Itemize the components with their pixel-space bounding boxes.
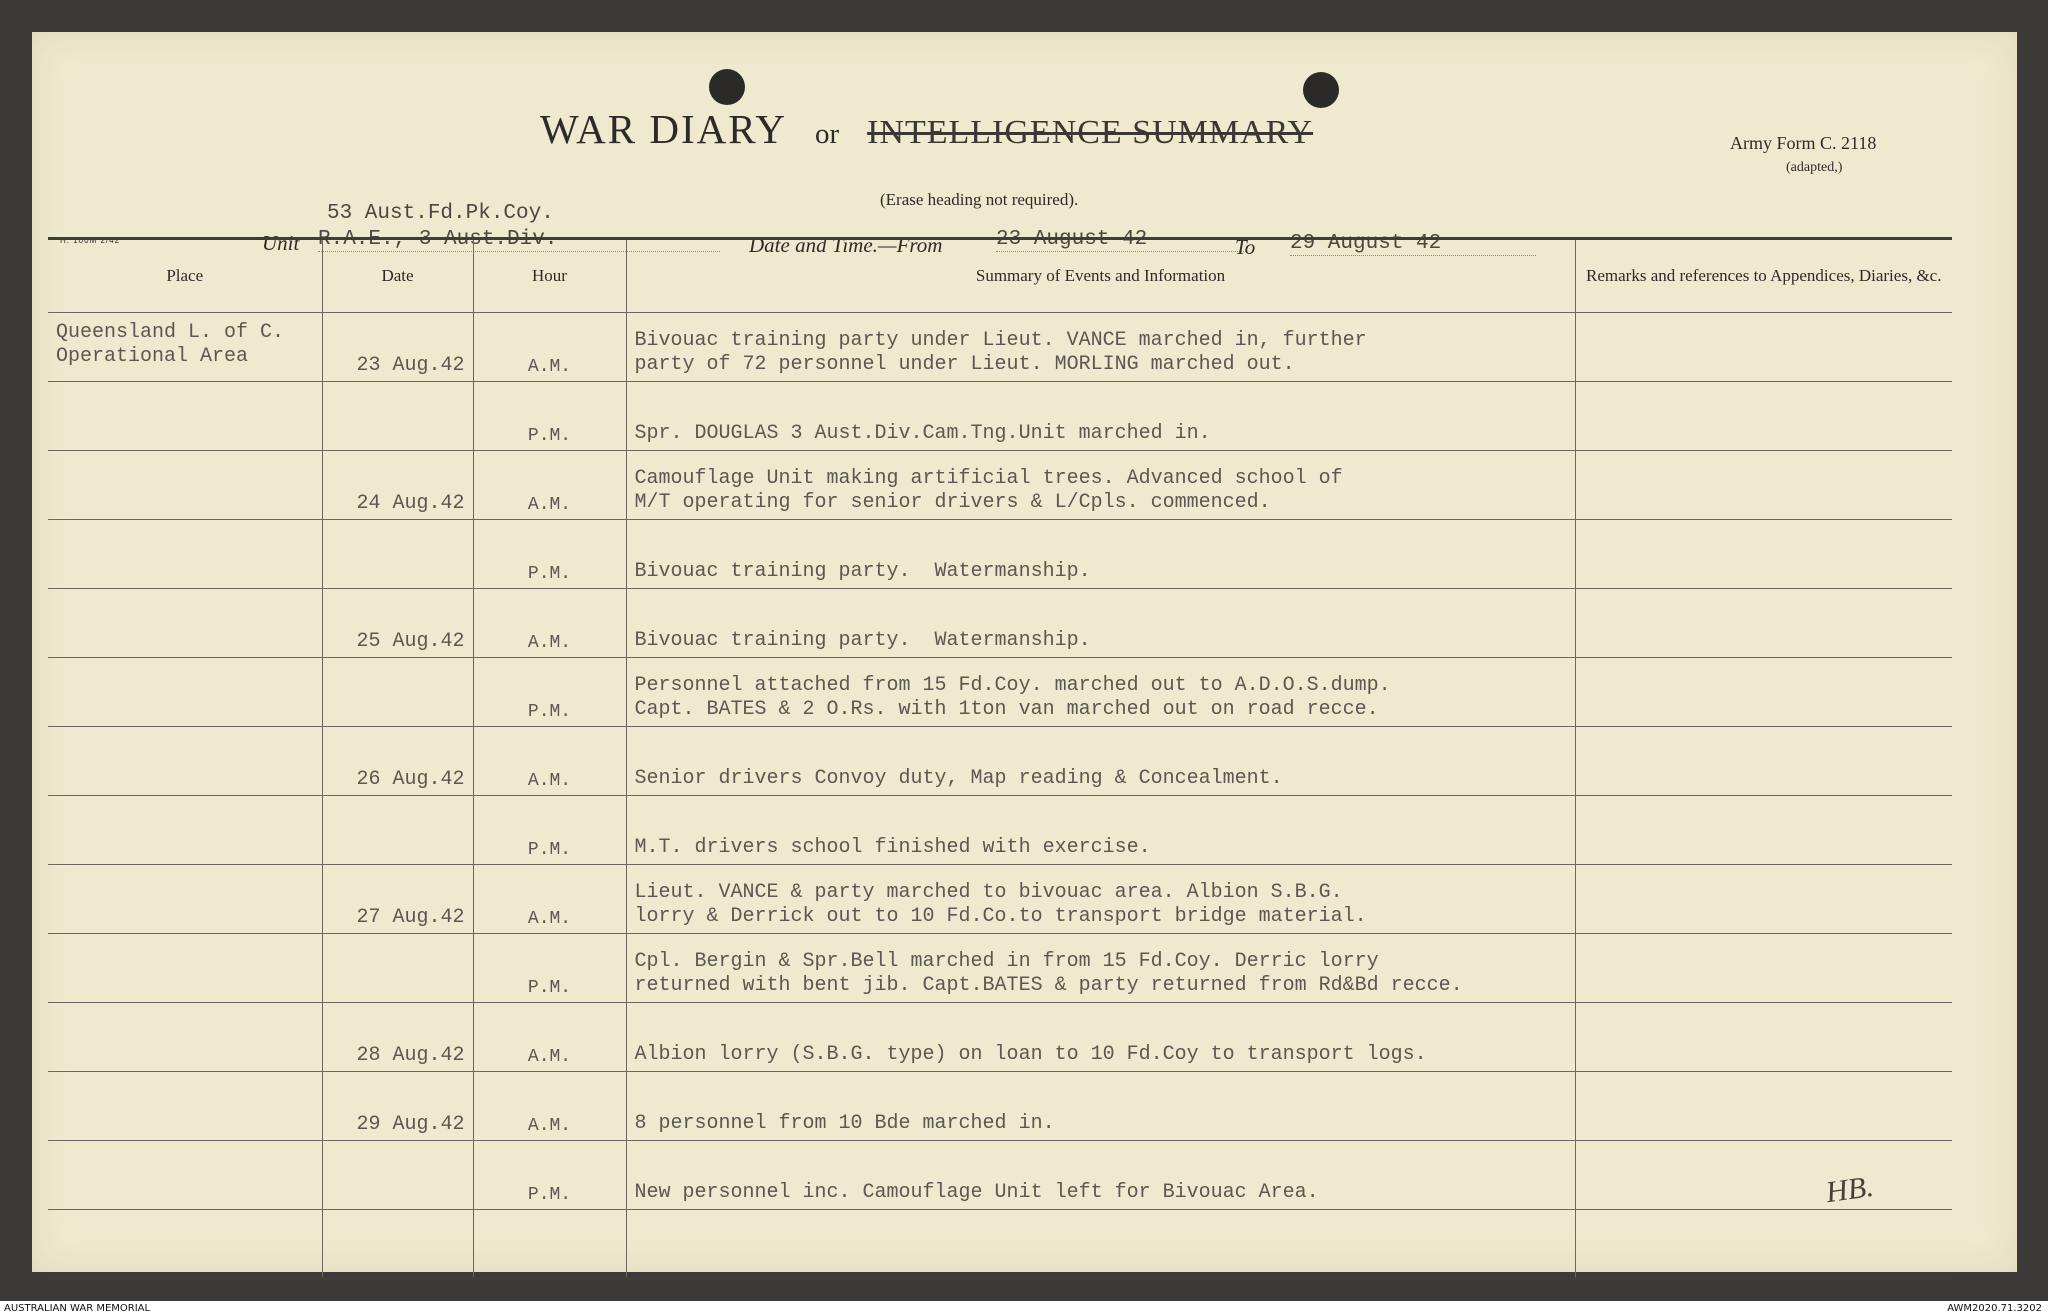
cell-place	[48, 520, 322, 589]
erase-note: (Erase heading not required).	[880, 190, 1079, 209]
cell-summary	[626, 1210, 1575, 1279]
cell-remarks	[1575, 934, 1952, 1003]
cell-date: 25 Aug.42	[322, 589, 473, 658]
cell-summary: Personnel attached from 15 Fd.Coy. marched out to A.D.O.S.dump. Capt. BATES & 2 O.Rs. with 1ton van marched out on road recce.	[626, 658, 1575, 727]
cell-hour: P.M.	[473, 934, 626, 1003]
cell-remarks	[1575, 451, 1952, 520]
cell-date	[322, 934, 473, 1003]
title-war-diary: WAR DIARY	[540, 106, 787, 152]
cell-summary: New personnel inc. Camouflage Unit left for Bivouac Area.	[626, 1141, 1575, 1210]
cell-remarks	[1575, 313, 1952, 382]
cell-summary: Bivouac training party. Watermanship.	[626, 520, 1575, 589]
cell-remarks	[1575, 1141, 1952, 1210]
cell-hour: A.M.	[473, 1072, 626, 1141]
punch-hole-left	[709, 69, 745, 105]
table-row	[48, 1210, 1952, 1279]
cell-summary: Cpl. Bergin & Spr.Bell marched in from 15 Fd.Coy. Derric lorry returned with bent jib. Capt.BATES & party returned from Rd&Bd recce.	[626, 934, 1575, 1003]
table-row	[48, 313, 1952, 382]
cell-hour: A.M.	[473, 727, 626, 796]
form-code: H. 100M 2/42	[60, 236, 121, 245]
cell-summary: M.T. drivers school finished with exercise.	[626, 796, 1575, 865]
cell-date	[322, 1210, 473, 1279]
cell-remarks	[1575, 1072, 1952, 1141]
table-row	[48, 796, 1952, 865]
cell-date: 24 Aug.42	[322, 451, 473, 520]
cell-date	[322, 382, 473, 451]
cell-remarks	[1575, 865, 1952, 934]
title-struck-intelligence-summary: INTELLIGENCE SUMMARY	[867, 114, 1314, 151]
page-title	[540, 105, 1460, 165]
footer-reference: AWM2020.71.3202	[1947, 1303, 2042, 1314]
date-time-label: Date and Time.—From	[749, 233, 943, 257]
cell-date	[322, 1141, 473, 1210]
cell-hour: A.M.	[473, 1003, 626, 1072]
cell-place	[48, 1210, 322, 1279]
table-row	[48, 1141, 1952, 1210]
cell-hour: P.M.	[473, 1141, 626, 1210]
adapted-note: (adapted,)	[1786, 160, 1843, 175]
cell-summary: Camouflage Unit making artificial trees. Advanced school of M/T operating for senior drivers & L/Cpls. commenced.	[626, 451, 1575, 520]
to-label: To	[1235, 235, 1256, 259]
cell-remarks	[1575, 727, 1952, 796]
column-header-place: Place	[166, 266, 204, 285]
cell-hour: P.M.	[473, 382, 626, 451]
cell-date: 27 Aug.42	[322, 865, 473, 934]
to-date: 29 August 42	[1290, 232, 1536, 256]
table-row	[48, 1072, 1952, 1141]
table-row	[48, 451, 1952, 520]
diary-table-body	[48, 313, 1952, 1279]
unit-name-line: 53 Aust.Fd.Pk.Coy.	[327, 202, 554, 225]
table-row	[48, 727, 1952, 796]
cell-remarks	[1575, 520, 1952, 589]
cell-hour: A.M.	[473, 865, 626, 934]
signature-initials: HB.	[1823, 1169, 1876, 1210]
cell-summary: Bivouac training party. Watermanship.	[626, 589, 1575, 658]
cell-summary: Bivouac training party under Lieut. VANCE marched in, further party of 72 personnel under Lieut. MORLING marched out.	[626, 313, 1575, 382]
cell-place	[48, 727, 322, 796]
cell-hour: P.M.	[473, 658, 626, 727]
cell-summary: Albion lorry (S.B.G. type) on loan to 10 Fd.Coy to transport logs.	[626, 1003, 1575, 1072]
cell-date	[322, 520, 473, 589]
table-header-row	[48, 239, 1952, 313]
cell-remarks	[1575, 658, 1952, 727]
cell-hour: A.M.	[473, 589, 626, 658]
table-row	[48, 1003, 1952, 1072]
cell-place	[48, 451, 322, 520]
cell-place	[48, 1072, 322, 1141]
cell-hour: A.M.	[473, 451, 626, 520]
cell-hour	[473, 1210, 626, 1279]
cell-date	[322, 796, 473, 865]
cell-date: 28 Aug.42	[322, 1003, 473, 1072]
cell-place: Queensland L. of C. Operational Area	[48, 313, 322, 382]
cell-hour: A.M.	[473, 313, 626, 382]
cell-summary: 8 personnel from 10 Bde marched in.	[626, 1072, 1575, 1141]
cell-summary: Spr. DOUGLAS 3 Aust.Div.Cam.Tng.Unit marched in.	[626, 382, 1575, 451]
column-header-summary: Summary of Events and Information	[626, 239, 1575, 313]
diary-table	[48, 237, 1952, 1280]
table-row	[48, 865, 1952, 934]
cell-place	[48, 796, 322, 865]
cell-date	[322, 658, 473, 727]
title-or: or	[814, 118, 840, 150]
cell-hour: P.M.	[473, 796, 626, 865]
cell-place	[48, 382, 322, 451]
from-date: 23 August 42	[996, 228, 1246, 252]
table-row	[48, 934, 1952, 1003]
cell-remarks	[1575, 589, 1952, 658]
table-row	[48, 382, 1952, 451]
column-header-date: Date	[322, 239, 473, 313]
footer-source: AUSTRALIAN WAR MEMORIAL	[4, 1303, 151, 1314]
unit-value: R.A.E., 3 Aust.Div.	[318, 228, 720, 252]
cell-summary: Lieut. VANCE & party marched to bivouac area. Albion S.B.G. lorry & Derrick out to 10 Fd.Co.to transport bridge material.	[626, 865, 1575, 934]
cell-date: 23 Aug.42	[322, 313, 473, 382]
table-row	[48, 520, 1952, 589]
cell-summary: Senior drivers Convoy duty, Map reading & Concealment.	[626, 727, 1575, 796]
cell-remarks	[1575, 1003, 1952, 1072]
table-row	[48, 658, 1952, 727]
cell-place	[48, 934, 322, 1003]
punch-hole-right	[1303, 72, 1339, 108]
cell-place	[48, 865, 322, 934]
unit-label: Unit	[262, 231, 300, 255]
cell-place	[48, 1141, 322, 1210]
cell-remarks	[1575, 796, 1952, 865]
cell-place	[48, 1003, 322, 1072]
column-header-hour: Hour	[473, 239, 626, 313]
cell-remarks	[1575, 1210, 1952, 1279]
cell-place	[48, 589, 322, 658]
cell-date: 29 Aug.42	[322, 1072, 473, 1141]
footer-band	[0, 1301, 2048, 1316]
table-row	[48, 589, 1952, 658]
cell-remarks	[1575, 382, 1952, 451]
cell-hour: P.M.	[473, 520, 626, 589]
cell-place	[48, 658, 322, 727]
column-header-remarks: Remarks and references to Appendices, Diaries, &c.	[1575, 239, 1952, 313]
army-form-number: Army Form C. 2118	[1730, 133, 1877, 153]
cell-date: 26 Aug.42	[322, 727, 473, 796]
